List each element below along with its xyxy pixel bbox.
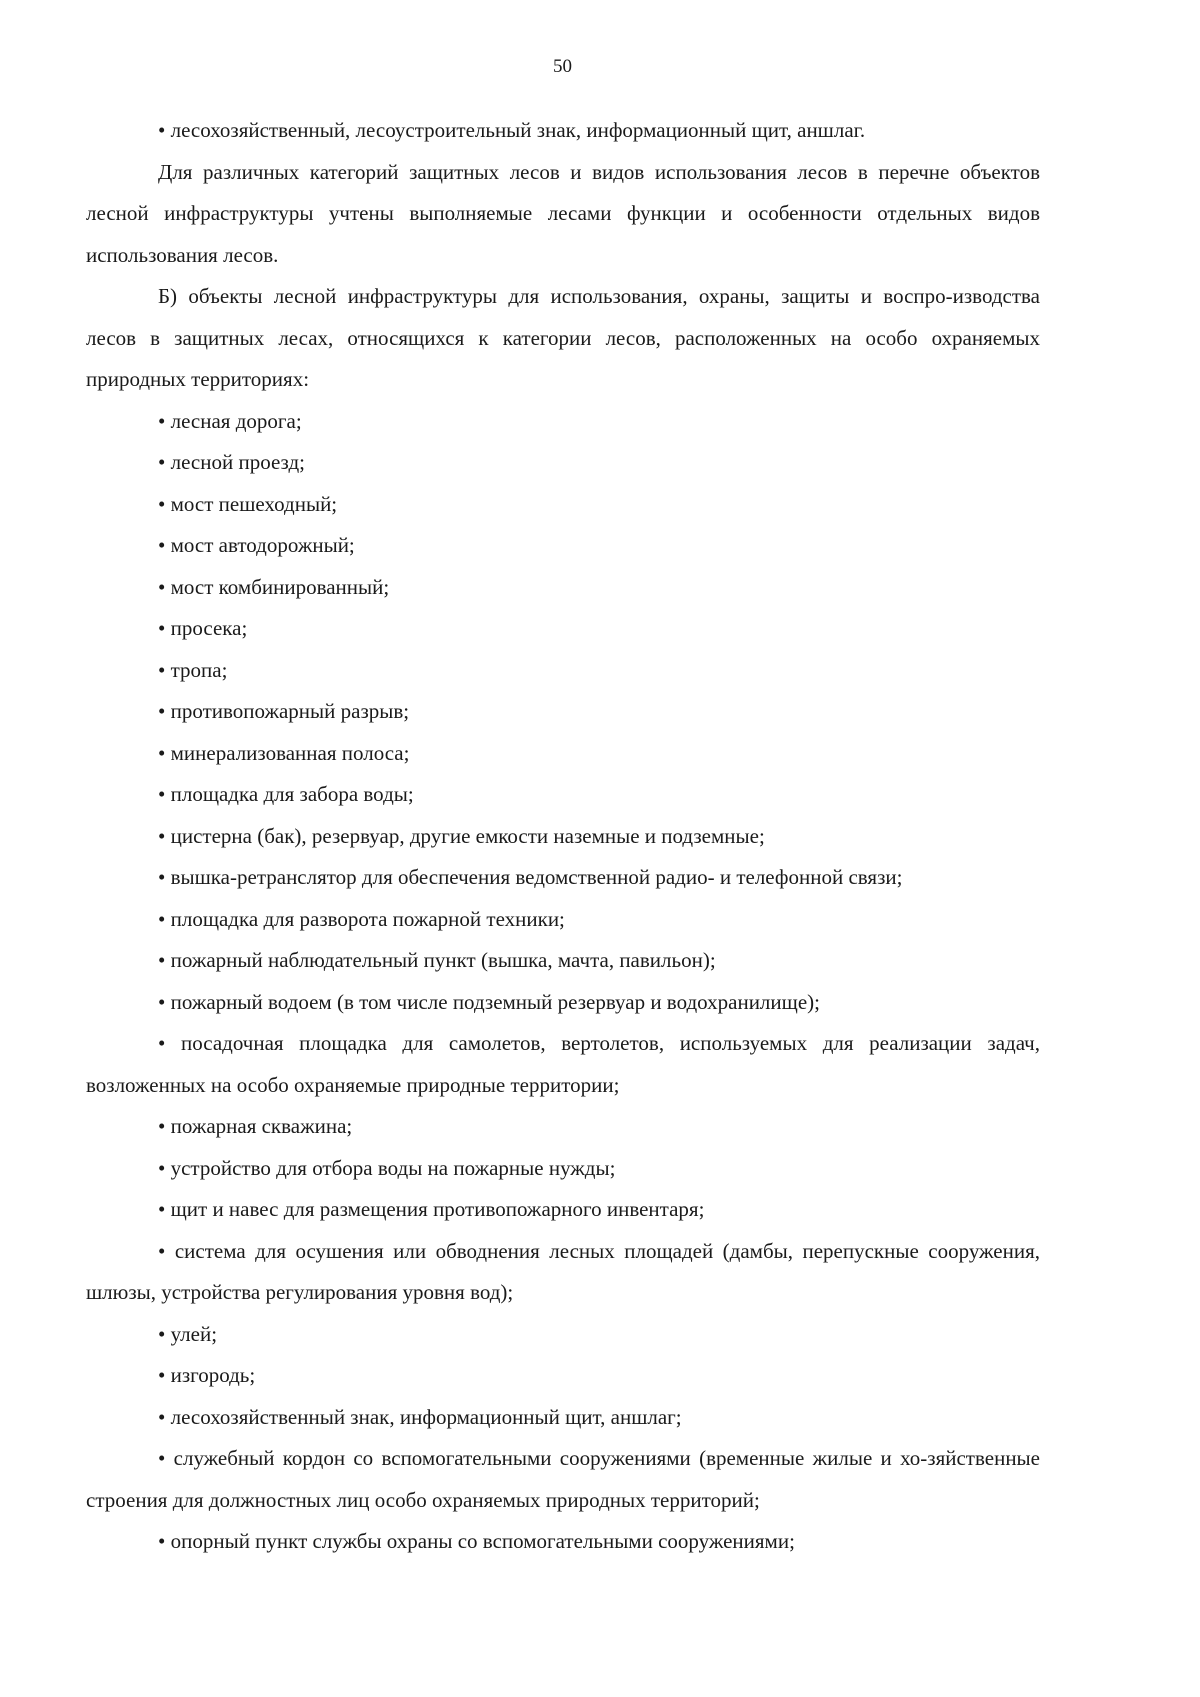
list-item: • лесная дорога; bbox=[158, 408, 302, 433]
paragraph: Для различных категорий защитных лесов и видов использования лесов в перечне объектов лесной инфраструктуры учтены выполняемые лесами функции и особенности отдельных видов использования лесов. bbox=[86, 159, 1040, 267]
list-item: • лесной проезд; bbox=[158, 450, 305, 474]
list-item: • противопожарный разрыв; bbox=[158, 699, 410, 723]
list-item: • лесохозяйственный знак, информационный щит, аншлаг; bbox=[158, 1404, 682, 1429]
list-item: • изгородь; bbox=[158, 1363, 256, 1387]
list-item: • площадка для забора воды; bbox=[158, 782, 414, 806]
list-item: • минерализованная полоса; bbox=[158, 740, 410, 765]
list-item: • посадочная площадка для самолетов, вертолетов, используемых для реализации задач, возложенных на особо охраняемые природные территории; bbox=[86, 1031, 1040, 1097]
list-item: • служебный кордон со вспомогательными сооружениями (временные жилые и хо-зяйственные строения для должностных лиц особо охраняемых природных территорий; bbox=[86, 1446, 1040, 1512]
list-item: • мост комбинированный; bbox=[158, 574, 390, 599]
list-item: • цистерна (бак), резервуар, другие емкости наземные и подземные; bbox=[158, 823, 765, 848]
list-item: • система для осушения или обводнения лесных площадей (дамбы, перепускные сооружения, шлюзы, устройства регулирования уровня вод); bbox=[86, 1238, 1040, 1304]
list-item: • устройство для отбора воды на пожарные нужды; bbox=[158, 1155, 616, 1180]
paragraph: Б) объекты лесной инфраструктуры для использования, охраны, защиты и воспро-изводства лесов в защитных лесах, относящихся к категории лесов, расположенных на особо охраняемых природных территориях: bbox=[86, 284, 1040, 391]
list-item: • пожарный наблюдательный пункт (вышка, мачта, павильон); bbox=[158, 948, 716, 972]
list-item: • просека; bbox=[158, 616, 248, 640]
list-item: • тропа; bbox=[158, 657, 228, 682]
list-item: • площадка для разворота пожарной техники; bbox=[158, 906, 565, 931]
list-item: • вышка-ретранслятор для обеспечения ведомственной радио- и телефонной связи; bbox=[158, 865, 903, 889]
page-number: 50 bbox=[553, 56, 572, 77]
list-item: • лесохозяйственный, лесоустроительный знак, информационный щит, аншлаг. bbox=[158, 118, 866, 142]
list-item: • опорный пункт службы охраны со вспомогательными сооружениями; bbox=[158, 1529, 795, 1553]
list-item: • пожарная скважина; bbox=[158, 1114, 353, 1138]
list-item: • мост автодорожный; bbox=[158, 533, 355, 557]
list-item: • улей; bbox=[158, 1321, 218, 1346]
list-item: • пожарный водоем (в том числе подземный резервуар и водохранилище); bbox=[158, 989, 820, 1014]
document-body bbox=[86, 110, 1040, 1563]
list-item: • мост пешеходный; bbox=[158, 491, 338, 516]
list-item: • щит и навес для размещения противопожарного инвентаря; bbox=[158, 1197, 705, 1221]
